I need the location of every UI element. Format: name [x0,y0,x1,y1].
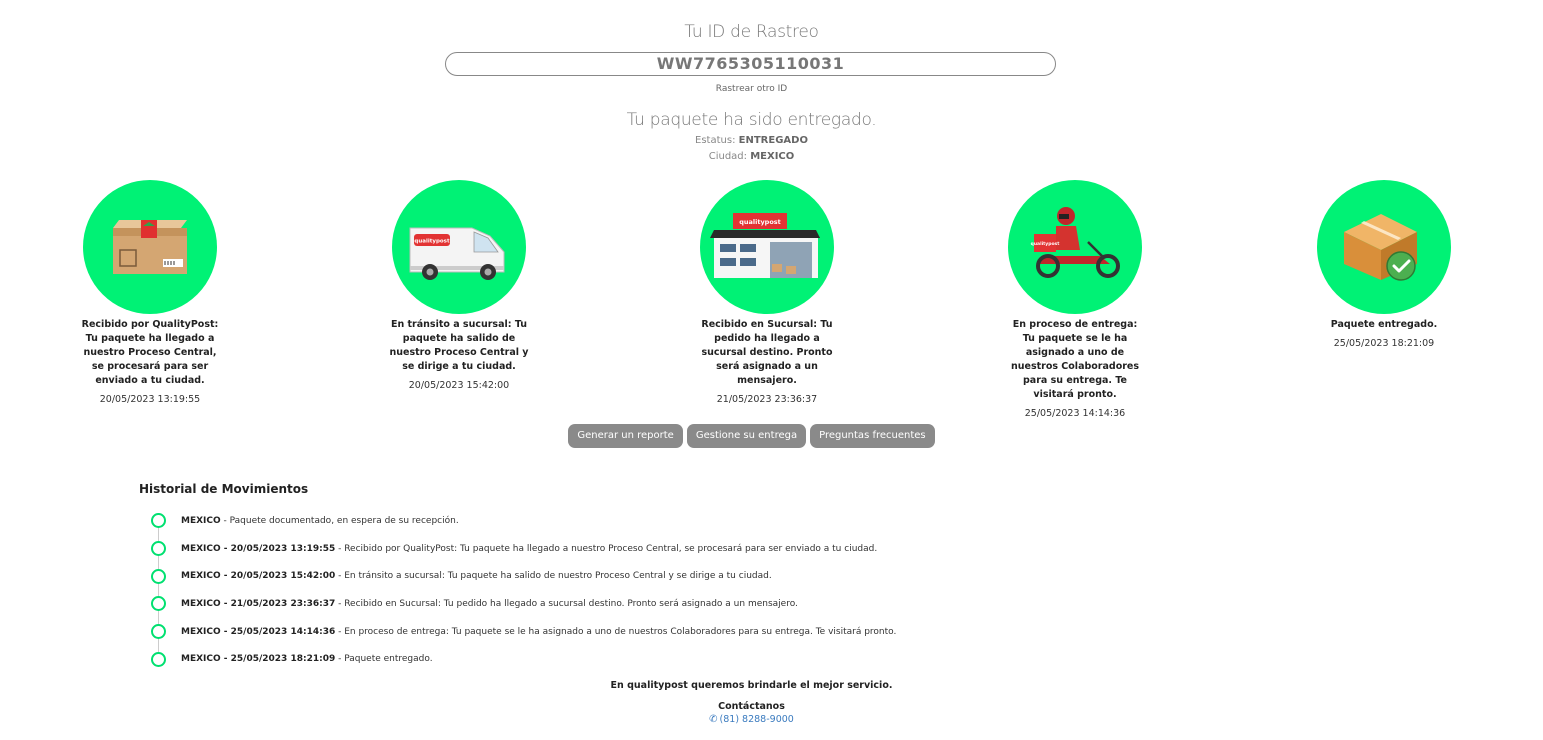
timeline-dot-icon [151,513,166,528]
status-line [0,135,1503,146]
history-item [150,590,1150,618]
history-item [150,535,1150,563]
step-date: 25/05/2023 14:14:36 [1024,408,1126,419]
history-text: MEXICO - 20/05/2023 15:42:00 - En tránsito a sucursal: Tu paquete ha salido de nuestro Proceso Central y se dirige a tu ciudad. [181,571,772,582]
step-out-for-delivery [975,180,1175,419]
status-title: Tu paquete ha sido entregado. [626,110,877,130]
timeline-dot-icon [151,596,166,611]
timeline-dot-icon [151,624,166,639]
branch-store-icon [700,180,834,314]
timeline-dot-icon [151,569,166,584]
step-description: En proceso de entrega: Tu paquete se le ha asignado a uno de nuestros Colaboradores para su entrega. Te visitará pronto. [1010,319,1140,400]
step-circle [1317,180,1451,314]
step-circle [700,180,834,314]
step-received [50,180,250,405]
history-item [150,618,1150,646]
step-description: Recibido en Sucursal: Tu pedido ha llegado a sucursal destino. Pronto será asignado a un mensajero. [701,319,833,386]
history-text: MEXICO - 21/05/2023 23:36:37 - Recibido en Sucursal: Tu pedido ha llegado a sucursal destino. Pronto será asignado a un mensajero. [181,598,798,609]
history-item [150,562,1150,590]
history-item [150,507,1150,535]
step-circle [1008,180,1142,314]
timeline-dot-icon [151,541,166,556]
step-at-branch [667,180,867,405]
history-text: MEXICO - 25/05/2023 14:14:36 - En proceso de entrega: Tu paquete se le ha asignado a uno de nuestros Colaboradores para su entrega. Te visitará pronto. [181,626,897,637]
history-timeline [150,507,1150,673]
step-circle [83,180,217,314]
delivered-box-check-icon [1317,180,1451,314]
footer-phone-link[interactable] [0,714,1503,725]
step-date: 21/05/2023 23:36:37 [716,394,818,405]
step-date: 20/05/2023 13:19:55 [99,394,201,405]
footer-contact-label: Contáctanos [718,701,785,712]
history-item [150,645,1150,673]
faq-button[interactable]: Preguntas frecuentes [810,424,935,448]
step-in-transit [359,180,559,391]
store-logo-text: qualitypost [739,218,781,226]
city-label: Ciudad: [708,151,748,162]
generate-report-button[interactable]: Generar un reporte [568,424,682,448]
step-delivered [1284,180,1484,349]
status-label: Estatus: [695,135,736,146]
moto-logo-text: qualitypost [1030,242,1060,247]
step-date: 20/05/2023 15:42:00 [408,380,510,391]
step-circle [392,180,526,314]
footer-message: En qualitypost queremos brindarle el mejor servicio. [610,680,893,691]
package-box-icon [83,180,217,314]
city-value: MEXICO [750,151,795,162]
status-value: ENTREGADO [738,135,808,146]
city-line [0,151,1503,162]
step-description: Recibido por QualityPost: Tu paquete ha llegado a nuestro Proceso Central, se procesará para ser enviado a tu ciudad. [81,319,219,386]
van-logo-text: qualitypost [414,238,450,245]
history-text: MEXICO - 25/05/2023 18:21:09 - Paquete entregado. [181,654,433,665]
manage-delivery-button[interactable]: Gestione su entrega [687,424,806,448]
retrack-link[interactable]: Rastrear otro ID [715,84,788,94]
step-description: Paquete entregado. [1330,319,1438,330]
step-description: En tránsito a sucursal: Tu paquete ha salido de nuestro Proceso Central y se dirige a tu ciudad. [389,319,529,372]
action-buttons [0,424,1503,448]
history-text: MEXICO - 20/05/2023 13:19:55 - Recibido por QualityPost: Tu paquete ha llegado a nuestro Proceso Central, se procesará para ser enviado a tu ciudad. [181,543,878,554]
delivery-van-icon [392,180,526,314]
step-date: 25/05/2023 18:21:09 [1333,338,1435,349]
history-text: MEXICO - Paquete documentado, en espera de su recepción. [181,515,459,526]
history-title: Historial de Movimientos [139,482,309,496]
courier-motorcycle-icon [1008,180,1142,314]
phone-number[interactable]: (81) 8288-9000 [719,714,794,725]
tracking-id-label: Tu ID de Rastreo [684,22,819,42]
timeline-dot-icon [151,652,166,667]
phone-icon: ✆ [709,714,718,725]
tracking-id-field[interactable]: WW7765305110031 [445,52,1056,76]
